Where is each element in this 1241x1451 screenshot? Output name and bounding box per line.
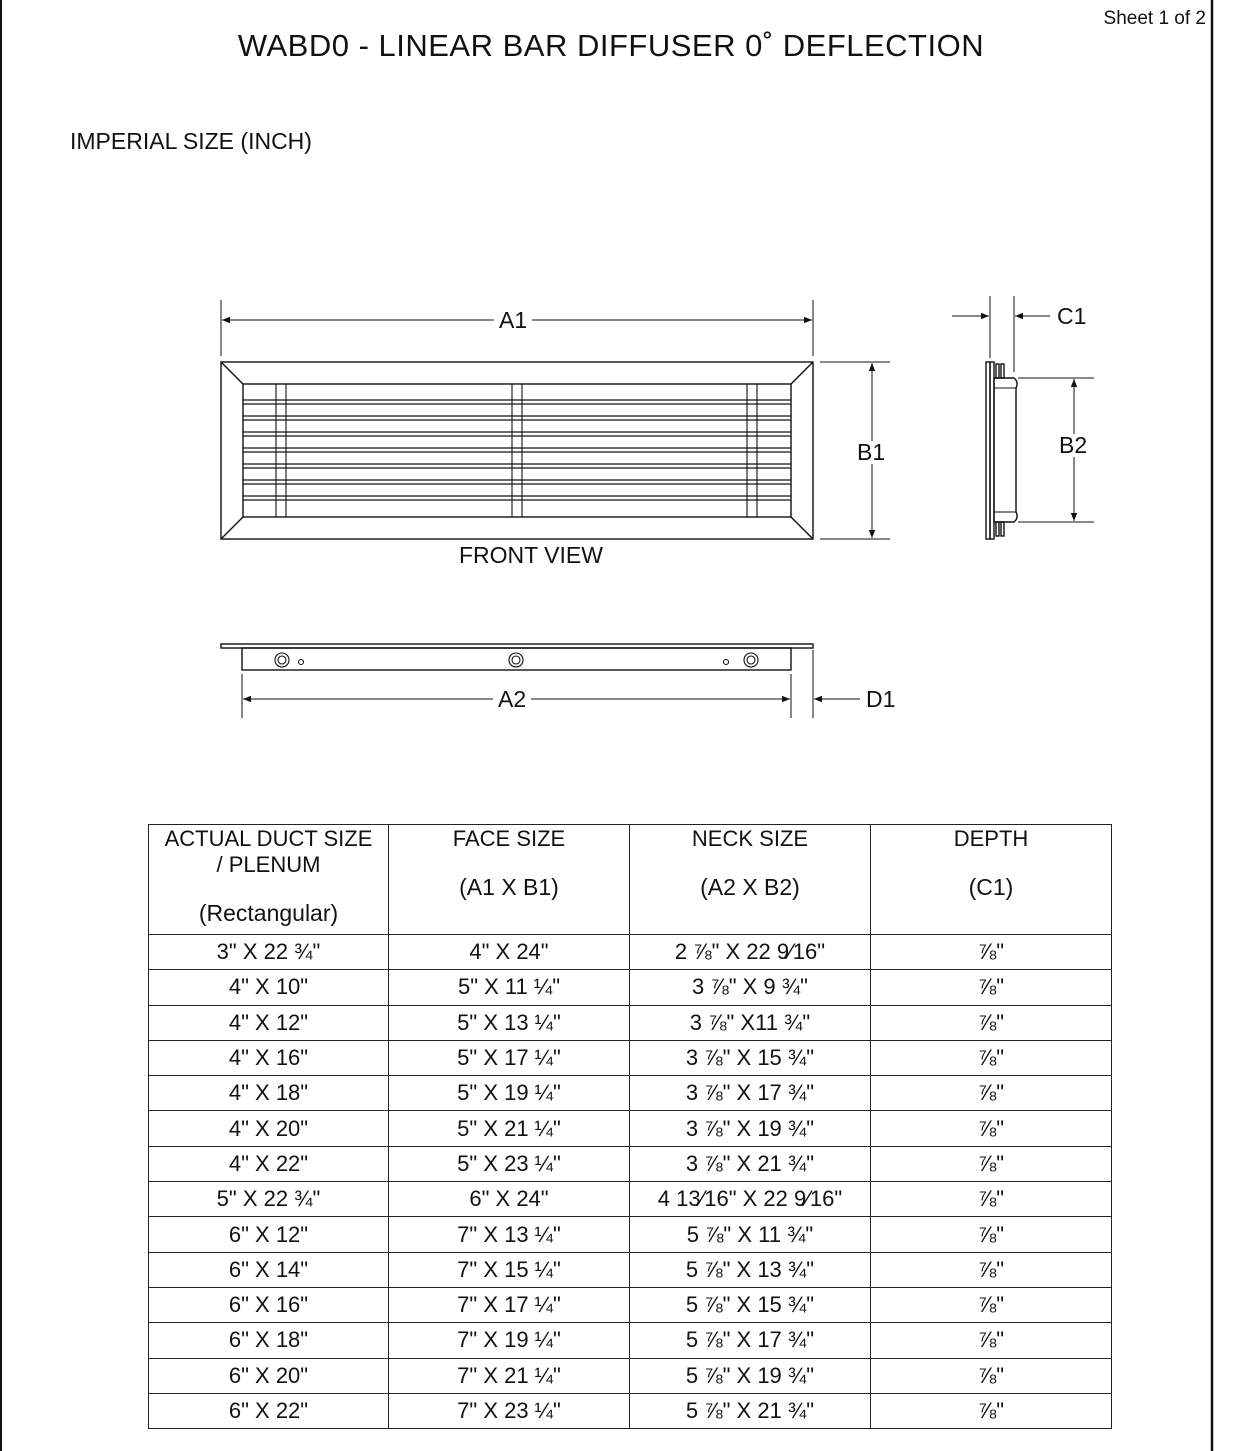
neck-size-cell: 5 ⅞" X 17 ¾" bbox=[630, 1323, 871, 1358]
header-face-size-line1: FACE SIZE bbox=[452, 826, 566, 851]
table-header-row bbox=[149, 825, 1112, 935]
depth-cell: ⅞" bbox=[871, 1287, 1112, 1322]
face-size-cell: 7" X 21 ¼" bbox=[389, 1358, 630, 1393]
neck-size-cell: 5 ⅞" X 11 ¾" bbox=[630, 1217, 871, 1252]
neck-size-cell: 3 ⅞" X11 ¾" bbox=[630, 1005, 871, 1040]
face-size-cell: 5" X 23 ¼" bbox=[389, 1146, 630, 1181]
duct-size-cell: 6" X 22" bbox=[149, 1393, 389, 1428]
duct-size-cell: 4" X 10" bbox=[149, 970, 389, 1005]
depth-cell: ⅞" bbox=[871, 1182, 1112, 1217]
face-size-cell: 5" X 13 ¼" bbox=[389, 1005, 630, 1040]
face-size-cell: 6" X 24" bbox=[389, 1182, 630, 1217]
neck-size-cell: 2 ⅞" X 22 9⁄16" bbox=[630, 935, 871, 970]
duct-size-cell: 6" X 12" bbox=[149, 1217, 389, 1252]
neck-size-cell: 3 ⅞" X 17 ¾" bbox=[630, 1076, 871, 1111]
depth-cell: ⅞" bbox=[871, 1393, 1112, 1428]
header-duct-size-line2: / PLENUM bbox=[216, 852, 321, 877]
side-view bbox=[986, 362, 1017, 539]
face-size-cell: 7" X 19 ¼" bbox=[389, 1323, 630, 1358]
duct-size-cell: 6" X 16" bbox=[149, 1287, 389, 1322]
header-duct-size bbox=[149, 825, 389, 935]
size-table bbox=[148, 824, 1112, 1429]
depth-cell: ⅞" bbox=[871, 1323, 1112, 1358]
table-row bbox=[149, 1217, 1112, 1252]
header-duct-size-line3: (Rectangular) bbox=[198, 900, 339, 926]
table-row bbox=[149, 1393, 1112, 1428]
depth-cell: ⅞" bbox=[871, 1076, 1112, 1111]
depth-cell: ⅞" bbox=[871, 1252, 1112, 1287]
neck-size-cell: 5 ⅞" X 19 ¾" bbox=[630, 1358, 871, 1393]
duct-size-cell: 6" X 18" bbox=[149, 1323, 389, 1358]
page-title: WABD0 - LINEAR BAR DIFFUSER 0˚ DEFLECTION bbox=[237, 28, 985, 63]
depth-cell: ⅞" bbox=[871, 1040, 1112, 1075]
table-row bbox=[149, 1358, 1112, 1393]
face-size-cell: 5" X 19 ¼" bbox=[389, 1076, 630, 1111]
face-size-cell: 5" X 17 ¼" bbox=[389, 1040, 630, 1075]
duct-size-cell: 4" X 22" bbox=[149, 1146, 389, 1181]
depth-cell: ⅞" bbox=[871, 1111, 1112, 1146]
header-neck-size bbox=[630, 825, 871, 935]
depth-cell: ⅞" bbox=[871, 1217, 1112, 1252]
neck-size-cell: 3 ⅞" X 21 ¾" bbox=[630, 1146, 871, 1181]
label-b1: B1 bbox=[852, 441, 890, 464]
header-depth-line2: (C1) bbox=[968, 874, 1014, 900]
label-d1: D1 bbox=[861, 688, 900, 711]
dimension-d1 bbox=[813, 650, 860, 718]
label-a1: A1 bbox=[494, 309, 532, 332]
header-neck-size-line2: (A2 X B2) bbox=[700, 874, 800, 900]
face-size-cell: 5" X 21 ¼" bbox=[389, 1111, 630, 1146]
neck-size-cell: 5 ⅞" X 21 ¾" bbox=[630, 1393, 871, 1428]
table-row bbox=[149, 1146, 1112, 1181]
header-face-size bbox=[389, 825, 630, 935]
top-view bbox=[221, 644, 813, 670]
duct-size-cell: 4" X 20" bbox=[149, 1111, 389, 1146]
neck-size-cell: 4 13⁄16" X 22 9⁄16" bbox=[630, 1182, 871, 1217]
label-c1: C1 bbox=[1052, 305, 1091, 328]
face-size-cell: 7" X 13 ¼" bbox=[389, 1217, 630, 1252]
depth-cell: ⅞" bbox=[871, 935, 1112, 970]
table-row bbox=[149, 1040, 1112, 1075]
face-size-cell: 7" X 15 ¼" bbox=[389, 1252, 630, 1287]
table-row bbox=[149, 1323, 1112, 1358]
size-system-label: IMPERIAL SIZE (INCH) bbox=[70, 128, 312, 154]
label-a2: A2 bbox=[493, 688, 531, 711]
face-size-cell: 7" X 17 ¼" bbox=[389, 1287, 630, 1322]
table-row bbox=[149, 935, 1112, 970]
label-b2: B2 bbox=[1054, 434, 1092, 457]
header-depth-line1: DEPTH bbox=[953, 826, 1029, 851]
header-depth bbox=[871, 825, 1112, 935]
table-row bbox=[149, 1005, 1112, 1040]
duct-size-cell: 4" X 18" bbox=[149, 1076, 389, 1111]
duct-size-cell: 6" X 14" bbox=[149, 1252, 389, 1287]
front-view-label: FRONT VIEW bbox=[459, 542, 603, 568]
table-row bbox=[149, 1111, 1112, 1146]
header-duct-size-line1: ACTUAL DUCT SIZE bbox=[164, 826, 373, 851]
neck-size-cell: 5 ⅞" X 13 ¾" bbox=[630, 1252, 871, 1287]
neck-size-cell: 3 ⅞" X 19 ¾" bbox=[630, 1111, 871, 1146]
dimension-c1 bbox=[952, 296, 1050, 372]
depth-cell: ⅞" bbox=[871, 970, 1112, 1005]
sheet-number: Sheet 1 of 2 bbox=[1103, 8, 1206, 29]
header-face-size-line2: (A1 X B1) bbox=[459, 874, 559, 900]
duct-size-cell: 4" X 12" bbox=[149, 1005, 389, 1040]
depth-cell: ⅞" bbox=[871, 1005, 1112, 1040]
duct-size-cell: 6" X 20" bbox=[149, 1358, 389, 1393]
duct-size-cell: 5" X 22 ¾" bbox=[149, 1182, 389, 1217]
header-neck-size-line1: NECK SIZE bbox=[691, 826, 809, 851]
neck-size-cell: 3 ⅞" X 15 ¾" bbox=[630, 1040, 871, 1075]
table-row bbox=[149, 970, 1112, 1005]
neck-size-cell: 3 ⅞" X 9 ¾" bbox=[630, 970, 871, 1005]
neck-size-cell: 5 ⅞" X 15 ¾" bbox=[630, 1287, 871, 1322]
table-row bbox=[149, 1252, 1112, 1287]
face-size-cell: 7" X 23 ¼" bbox=[389, 1393, 630, 1428]
face-size-cell: 5" X 11 ¼" bbox=[389, 970, 630, 1005]
depth-cell: ⅞" bbox=[871, 1146, 1112, 1181]
depth-cell: ⅞" bbox=[871, 1358, 1112, 1393]
front-view bbox=[221, 362, 813, 539]
table-row bbox=[149, 1076, 1112, 1111]
table-row bbox=[149, 1287, 1112, 1322]
table-row bbox=[149, 1182, 1112, 1217]
duct-size-cell: 3" X 22 ¾" bbox=[149, 935, 389, 970]
face-size-cell: 4" X 24" bbox=[389, 935, 630, 970]
duct-size-cell: 4" X 16" bbox=[149, 1040, 389, 1075]
